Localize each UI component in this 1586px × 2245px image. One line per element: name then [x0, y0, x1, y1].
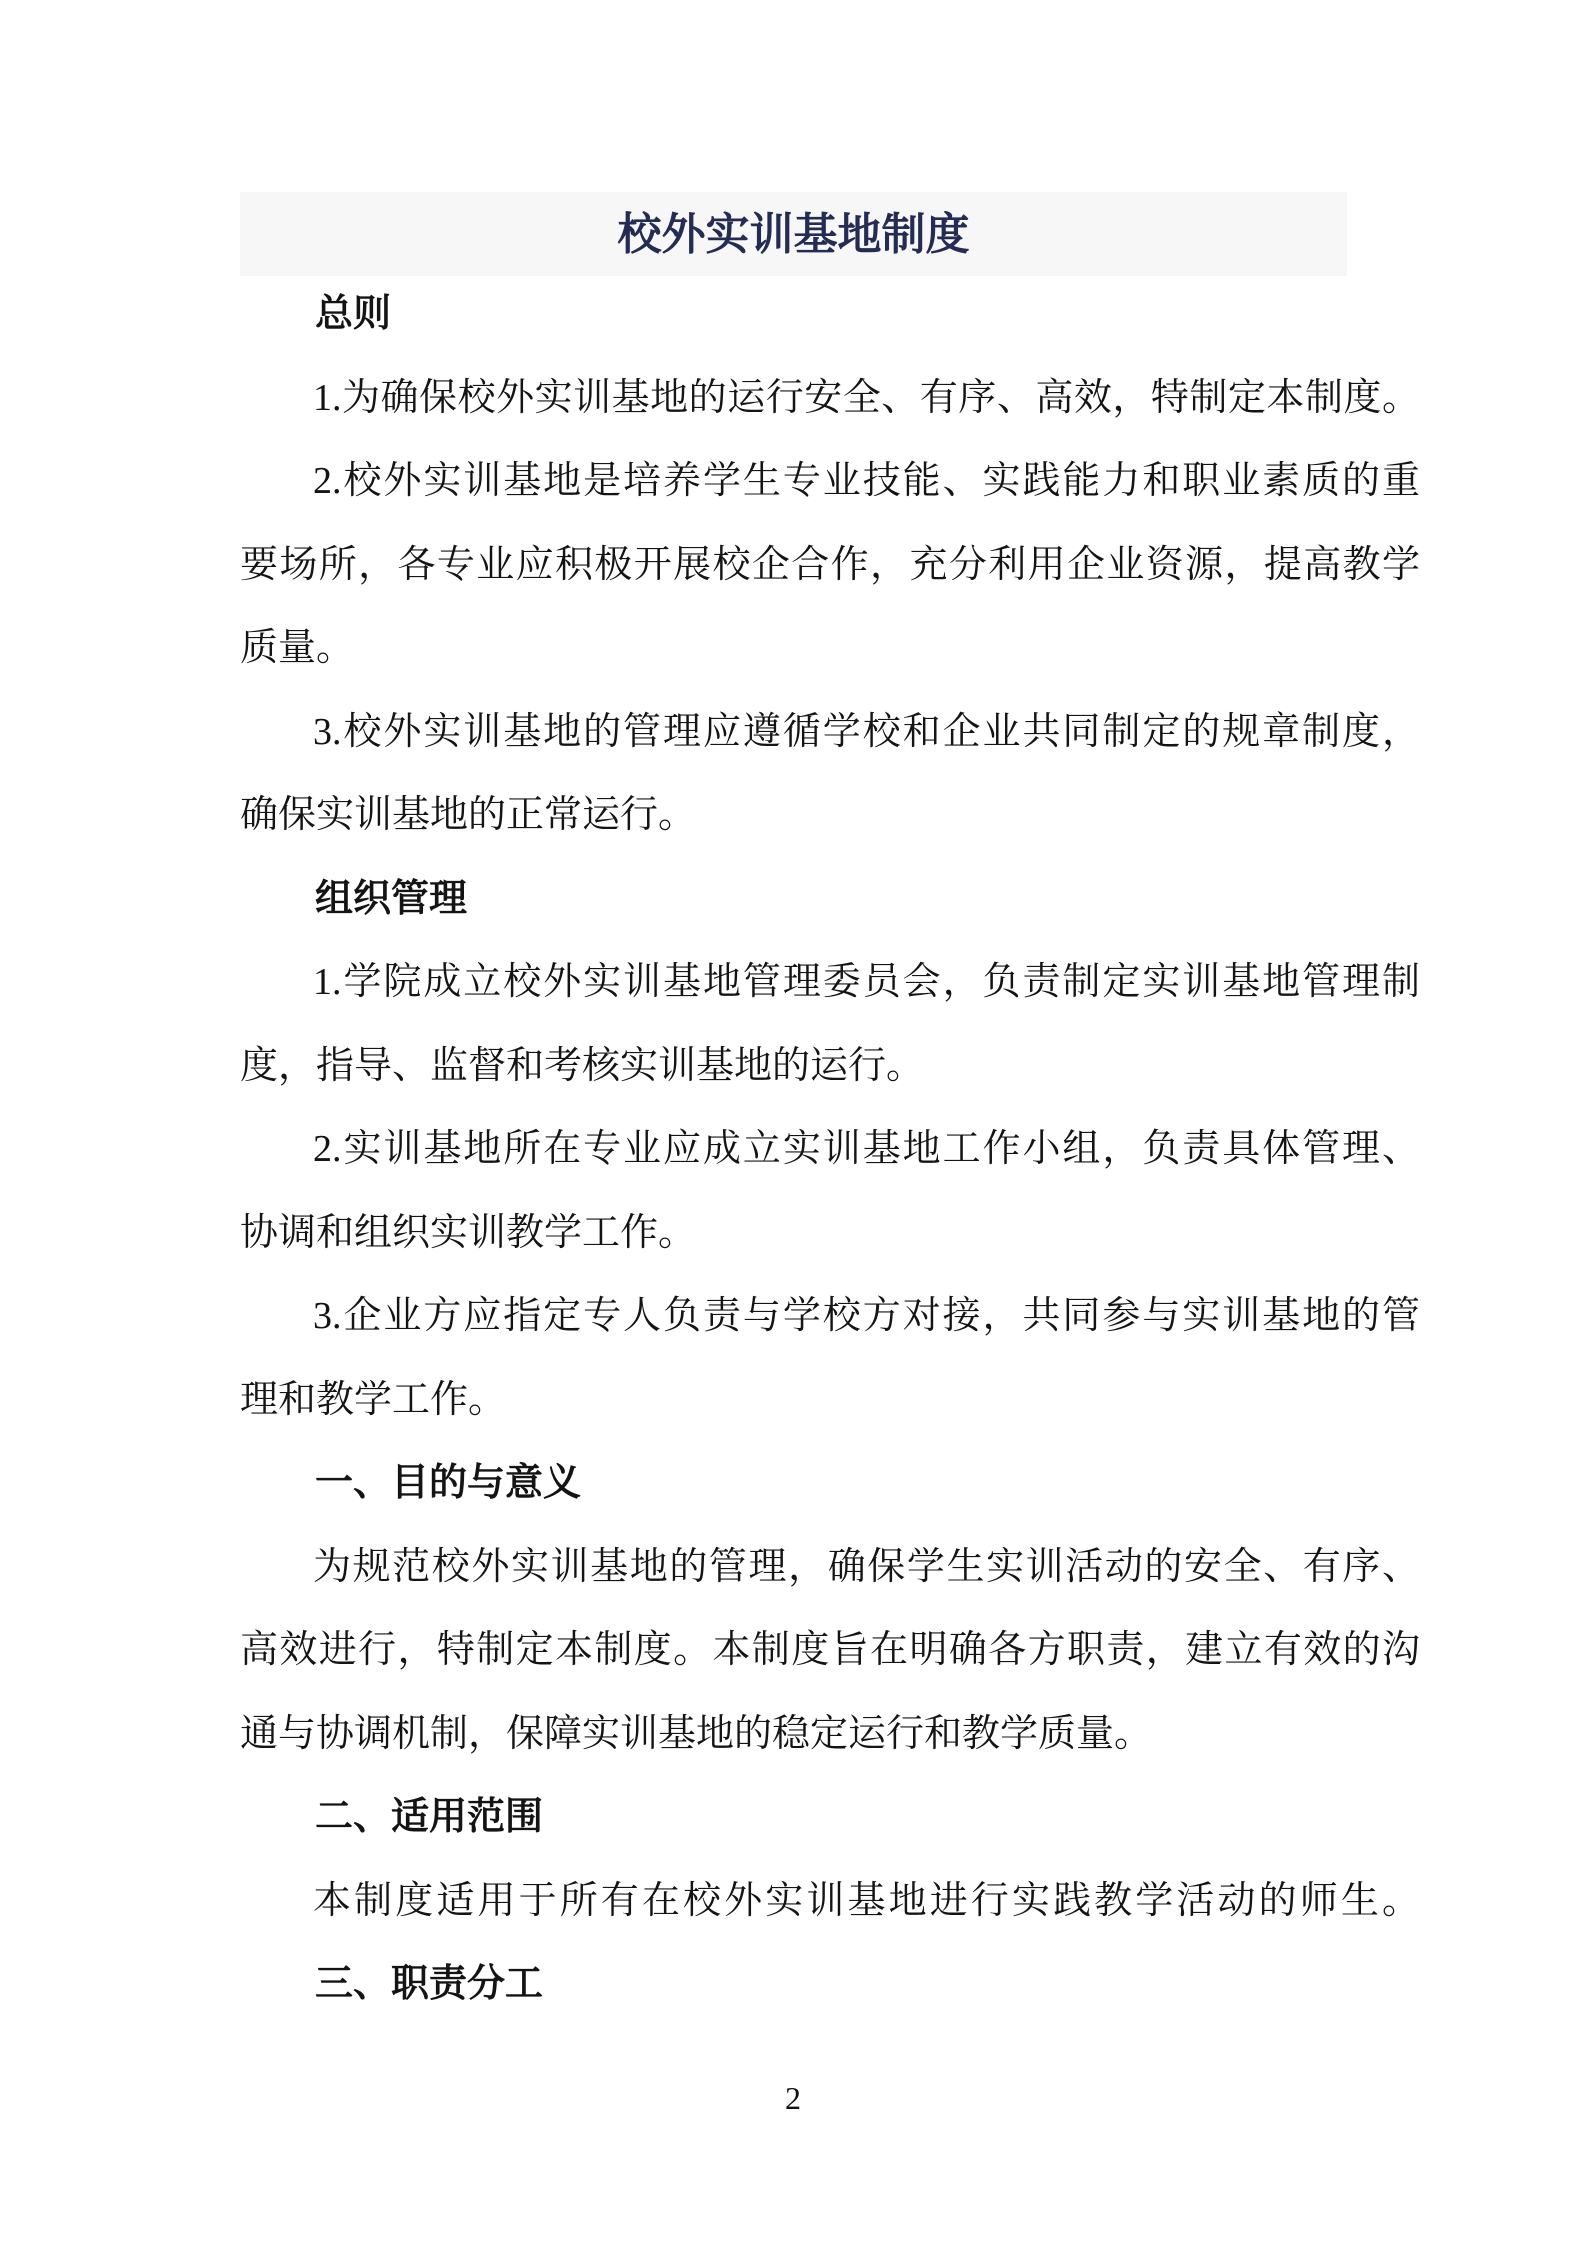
- text-line: 本制度适用于所有在校外实训基地进行实践教学活动的师生。: [313, 1880, 1420, 1922]
- text-line: 理和教学工作。: [240, 1379, 507, 1421]
- text-line: 3.企业方应指定专人负责与学校方对接，共同参与实训基地的管: [313, 1295, 1420, 1337]
- text-line: 高效进行，特制定本制度。本制度旨在明确各方职责，建立有效的沟: [240, 1629, 1420, 1671]
- text-line: 为规范校外实训基地的管理，确保学生实训活动的安全、有序、: [313, 1546, 1420, 1588]
- text-line: 1.学院成立校外实训基地管理委员会，负责制定实训基地管理制: [313, 961, 1420, 1003]
- document-title: 校外实训基地制度: [240, 192, 1347, 276]
- text-line: 质量。: [240, 627, 355, 669]
- page-number: 2: [785, 2080, 801, 2116]
- text-line: 要场所，各专业应积极开展校企合作，充分利用企业资源，提高教学: [240, 544, 1420, 586]
- section-heading: 总则: [315, 293, 392, 335]
- text-line: 协调和组织实训教学工作。: [240, 1212, 697, 1254]
- section-heading: 一、目的与意义: [315, 1462, 582, 1504]
- section-heading: 组织管理: [315, 878, 468, 920]
- text-line: 确保实训基地的正常运行。: [240, 794, 697, 836]
- section-heading: 二、适用范围: [315, 1796, 544, 1838]
- text-line: 度，指导、监督和考核实训基地的运行。: [240, 1045, 925, 1087]
- text-line: 通与协调机制，保障实训基地的稳定运行和教学质量。: [240, 1713, 1153, 1755]
- text-line: 1.为确保校外实训基地的运行安全、有序、高效，特制定本制度。: [313, 377, 1420, 419]
- text-line: 2.校外实训基地是培养学生专业技能、实践能力和职业素质的重: [313, 460, 1420, 502]
- text-line: 3.校外实训基地的管理应遵循学校和企业共同制定的规章制度，: [313, 711, 1420, 753]
- section-heading: 三、职责分工: [315, 1963, 544, 2005]
- text-line: 2.实训基地所在专业应成立实训基地工作小组，负责具体管理、: [313, 1128, 1420, 1170]
